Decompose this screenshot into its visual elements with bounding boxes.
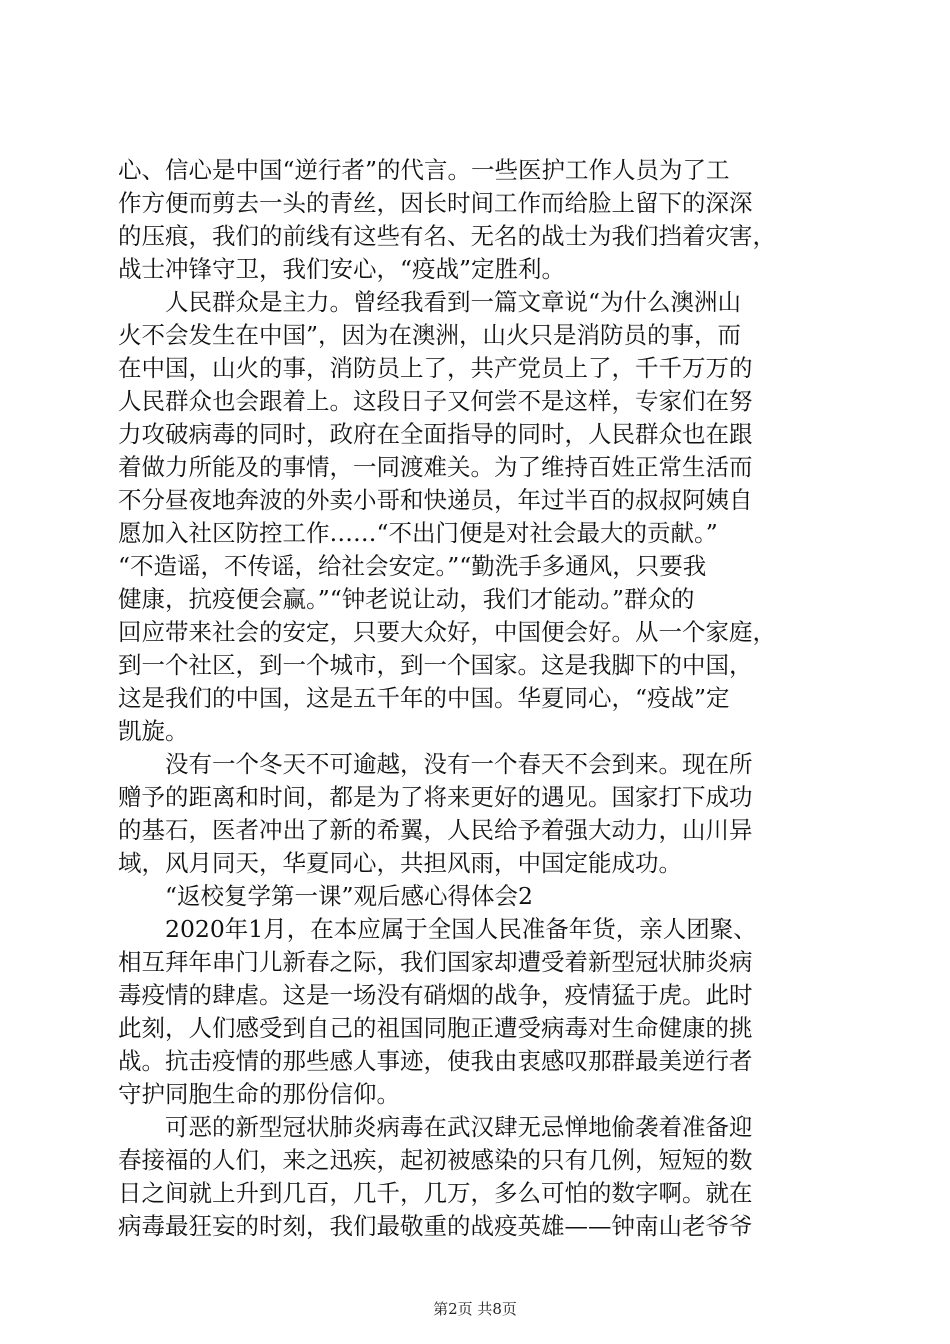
page-number-footer: 第2页 共8页 (433, 1300, 517, 1318)
text-line: 相互拜年串门儿新春之际，我们国家却遭受着新型冠状肺炎病 (118, 948, 753, 976)
text-line: 到一个社区，到一个城市，到一个国家。这是我脚下的中国， (118, 651, 753, 679)
text-line: 在中国，山火的事，消防员上了，共产党员上了，千千万万的 (118, 354, 753, 382)
text-line: 凯旋。 (118, 717, 189, 745)
text-line: 没有一个冬天不可逾越，没有一个春天不会到来。现在所 (118, 750, 753, 778)
text-line: 域，风月同天，华夏同心，共担风雨，中国定能成功。 (118, 849, 682, 877)
document-body (118, 154, 838, 1243)
text-line: 可恶的新型冠状肺炎病毒在武汉肆无忌惮地偷袭着准备迎 (118, 1113, 753, 1141)
text-line: “不造谣，不传谣，给社会安定。”“勤洗手多通风，只要我 (118, 552, 707, 580)
text-line: 2020年1月，在本应属于全国人民准备年货，亲人团聚、 (118, 915, 757, 943)
text-line: 健康，抗疫便会赢。”“钟老说让动，我们才能动。”群众的 (118, 585, 695, 613)
text-line: 毒疫情的肆虐。这是一场没有硝烟的战争，疫情猛于虎。此时 (118, 981, 753, 1009)
text-line: 此刻，人们感受到自己的祖国同胞正遭受病毒对生命健康的挑 (118, 1014, 753, 1042)
text-line: 日之间就上升到几百，几千，几万，多么可怕的数字啊。就在 (118, 1179, 753, 1207)
text-line: 回应带来社会的安定，只要大众好，中国便会好。从一个家庭， (118, 618, 776, 646)
text-line: 战士冲锋守卫，我们安心，“疫战”定胜利。 (118, 255, 566, 283)
text-line: 的压痕，我们的前线有这些有名、无名的战士为我们挡着灾害， (118, 222, 776, 250)
text-line: 守护同胞生命的那份信仰。 (118, 1080, 400, 1108)
text-line: 力攻破病毒的同时，政府在全面指导的同时，人民群众也在跟 (118, 420, 753, 448)
text-line: 春接福的人们，来之迅疾，起初被感染的只有几例，短短的数 (118, 1146, 753, 1174)
text-line: 着做力所能及的事情，一同渡难关。为了维持百姓正常生活而 (118, 453, 753, 481)
text-line: 人民群众也会跟着上。这段日子又何尝不是这样，专家们在努 (118, 387, 753, 415)
text-line: 火不会发生在中国”，因为在澳洲，山火只是消防员的事，而 (118, 321, 742, 349)
text-line: 赠予的距离和时间，都是为了将来更好的遇见。国家打下成功 (118, 783, 753, 811)
text-line: 心、信心是中国“逆行者”的代言。一些医护工作人员为了工 (118, 156, 730, 184)
text-line: 的基石，医者冲出了新的希翼，人民给予着强大动力，山川异 (118, 816, 753, 844)
text-line: 战。抗击疫情的那些感人事迹，使我由衷感叹那群最美逆行者 (118, 1047, 753, 1075)
text-line: 作方便而剪去一头的青丝，因长时间工作而给脸上留下的深深 (118, 189, 753, 217)
text-line: 不分昼夜地奔波的外卖小哥和快递员，年过半百的叔叔阿姨自 (118, 486, 753, 514)
text-line: 人民群众是主力。曾经我看到一篇文章说“为什么澳洲山 (118, 288, 742, 316)
text-line: 这是我们的中国，这是五千年的中国。华夏同心，“疫战”定 (118, 684, 730, 712)
section-heading: “返校复学第一课”观后感心得体会2 (118, 882, 533, 910)
text-line: 愿加入社区防控工作……“不出门便是对社会最大的贡献。” (118, 519, 718, 547)
text-line: 病毒最狂妄的时刻，我们最敬重的战疫英雄——钟南山老爷爷 (118, 1212, 753, 1240)
